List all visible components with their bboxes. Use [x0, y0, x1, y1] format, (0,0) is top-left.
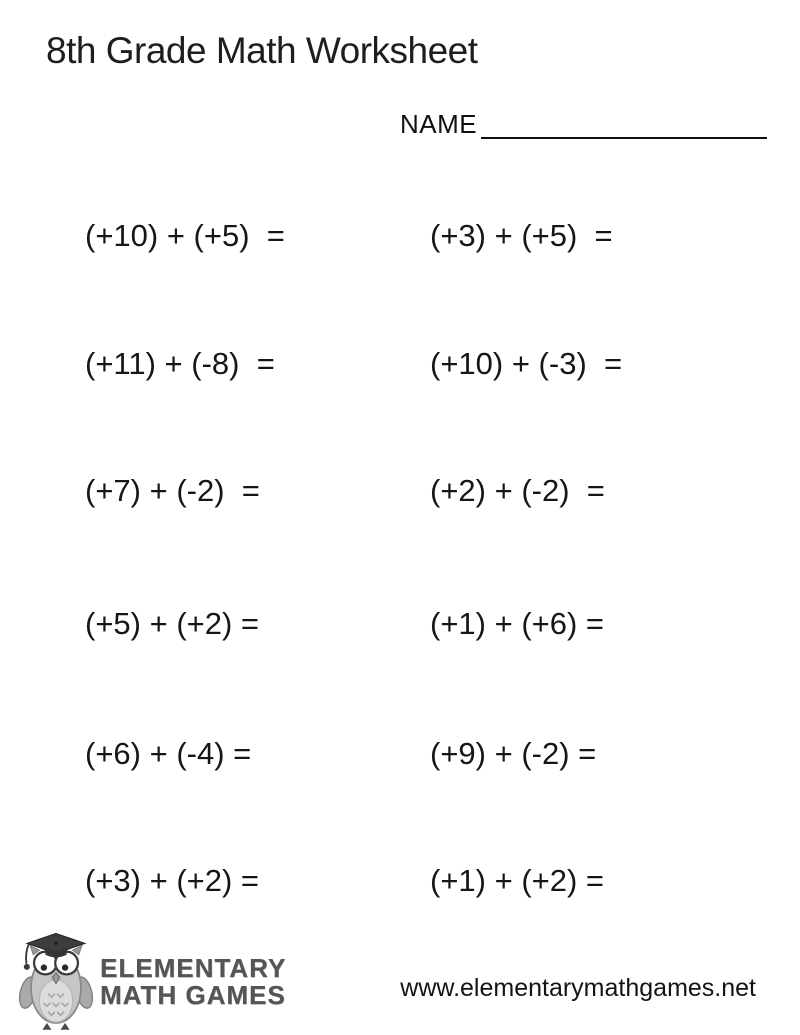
problem-expression: (+6) + (-4) =: [85, 736, 252, 771]
worksheet-title: 8th Grade Math Worksheet: [46, 30, 478, 71]
problem-row: [0, 473, 800, 513]
problem-expression: (+2) + (-2) =: [430, 473, 605, 508]
name-label: NAME: [400, 109, 478, 139]
problem-row: [0, 218, 800, 258]
owl-graduation-cap-icon: [18, 932, 94, 1032]
problem-expression: (+9) + (-2) =: [430, 736, 597, 771]
problem-expression: (+10) + (-3) =: [430, 346, 623, 381]
logo-text: [100, 952, 287, 1010]
problem-row: [0, 863, 800, 903]
problem-expression: (+3) + (+2) =: [85, 863, 260, 898]
elementary-math-games-logo: [18, 932, 286, 1032]
problem-expression: (+1) + (+6) =: [430, 606, 605, 641]
website-url: www.elementarymathgames.net: [400, 974, 756, 1002]
name-field: [400, 110, 767, 139]
logo-line1: ELEMENTARY: [100, 952, 287, 983]
problem-expression: (+11) + (-8) =: [85, 346, 275, 381]
problem-expression: (+7) + (-2) =: [85, 473, 260, 508]
problem-expression: (+1) + (+2) =: [430, 863, 605, 898]
name-blank-line: [481, 111, 767, 139]
problem-row: [0, 736, 800, 776]
problem-expression: (+5) + (+2) =: [85, 606, 260, 641]
problem-expression: (+10) + (+5) =: [85, 218, 285, 253]
logo-line2: MATH GAMES: [100, 980, 286, 1010]
problem-row: [0, 606, 800, 646]
problem-row: [0, 346, 800, 386]
problem-expression: (+3) + (+5) =: [430, 218, 613, 253]
